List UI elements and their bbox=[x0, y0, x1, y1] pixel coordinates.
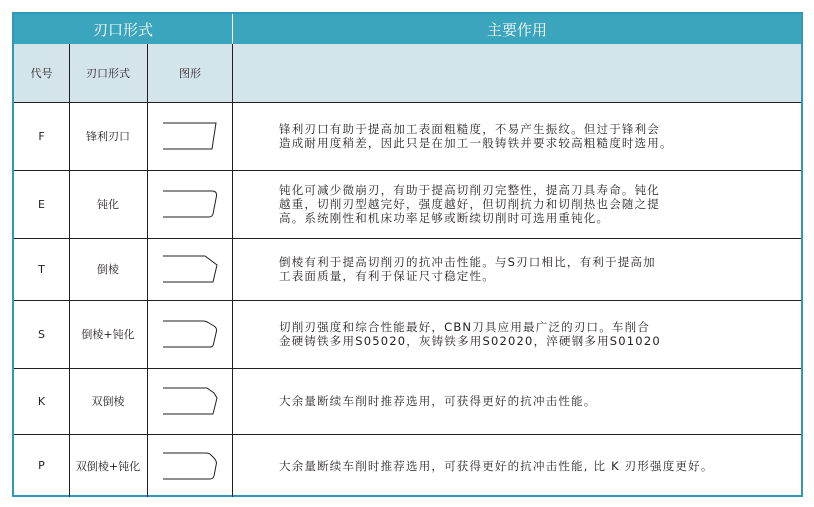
subheader-effect bbox=[233, 44, 801, 102]
description-line: 大余量断续车削时推荐选用，可获得更好的抗冲击性能, 比 K 刃形强度更好。 bbox=[279, 458, 714, 473]
sharp-edge-icon bbox=[147, 102, 233, 170]
row-code: F bbox=[38, 129, 45, 143]
row-code: S bbox=[38, 327, 45, 341]
row-form: 钝化 bbox=[97, 198, 119, 211]
row-form: 锋利刃口 bbox=[86, 130, 130, 143]
description-line: 锋利刃口有助于提高加工表面粗糙度，不易产生振纹。但过于锋利会 bbox=[279, 122, 660, 136]
row-form: 双倒棱 bbox=[91, 395, 125, 408]
header-edge-form: 刃口形式 bbox=[14, 14, 232, 44]
description-line: 越重，切削刃型越完好，强度越好，但切削抗力和切削热也会随之提 bbox=[279, 197, 660, 211]
row-divider bbox=[14, 102, 801, 103]
row-description bbox=[233, 238, 801, 300]
description-line: 造成耐用度稍差，因此只是在加工一般铸铁并要求较高粗糙度时选用。 bbox=[279, 136, 673, 150]
chamfer-honed-edge-icon bbox=[147, 300, 233, 368]
row-form: 双倒棱+钝化 bbox=[75, 459, 141, 473]
chamfer-edge-icon bbox=[147, 238, 233, 300]
subheader-edge-form: 刃口形式 bbox=[69, 44, 147, 102]
row-divider bbox=[14, 238, 801, 239]
row-description bbox=[233, 368, 801, 434]
header-main-effect: 主要作用 bbox=[233, 14, 801, 44]
column-divider bbox=[232, 44, 233, 497]
description-line: 钝化可减少微崩刃，有助于提高切削刃完整性，提高刀具寿命。钝化 bbox=[279, 183, 660, 197]
row-code: K bbox=[37, 394, 46, 408]
row-description bbox=[233, 102, 801, 170]
row-form: 倒棱+钝化 bbox=[81, 328, 135, 341]
subheader-figure: 图形 bbox=[147, 44, 233, 102]
row-divider bbox=[14, 368, 801, 369]
edge-form-table bbox=[12, 12, 803, 497]
row-code: E bbox=[38, 197, 45, 211]
description-line: 工表面质量，有利于保证尺寸稳定性。 bbox=[279, 269, 495, 283]
row-description bbox=[233, 300, 801, 368]
row-divider bbox=[14, 300, 801, 301]
description-line: 大余量断续车削时推荐选用，可获得更好的抗冲击性能。 bbox=[279, 394, 597, 408]
row-code: T bbox=[38, 262, 45, 276]
row-description bbox=[233, 170, 801, 238]
description-line: 倒棱有利于提高切削刃的抗冲击性能。与S刃口相比，有利于提高加 bbox=[279, 255, 656, 269]
row-form: 倒棱 bbox=[97, 263, 119, 276]
double-chamfer-honed-edge-icon bbox=[147, 434, 233, 497]
double-chamfer-edge-icon bbox=[147, 368, 233, 434]
description-line: 切削刃强度和综合性能最好，CBN刀具应用最广泛的刃口。车削合 bbox=[279, 320, 651, 334]
column-divider bbox=[69, 44, 70, 497]
row-divider bbox=[14, 170, 801, 171]
subheader-code: 代号 bbox=[14, 44, 69, 102]
honed-edge-icon bbox=[147, 170, 233, 238]
row-description bbox=[233, 434, 801, 497]
header-divider bbox=[232, 14, 233, 44]
column-divider bbox=[147, 44, 148, 497]
row-divider bbox=[14, 434, 801, 435]
description-line: 金硬铸铁多用S05020，灰铸铁多用S02020，淬硬钢多用S01020 bbox=[279, 334, 661, 348]
row-code: P bbox=[38, 459, 45, 472]
description-line: 高。系统刚性和机床功率足够或断续切削时可选用重钝化。 bbox=[279, 211, 610, 225]
